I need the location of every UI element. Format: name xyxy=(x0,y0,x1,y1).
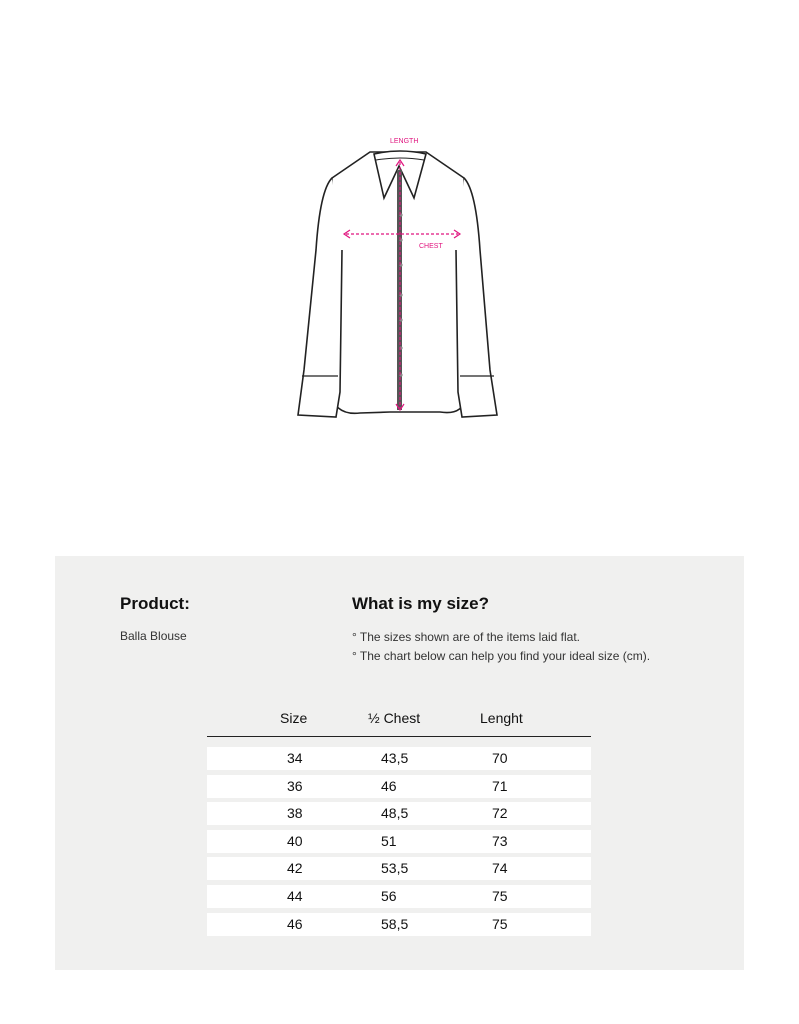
chest-label: CHEST xyxy=(419,243,443,250)
length-cell: 71 xyxy=(492,777,508,794)
length-cell: 72 xyxy=(492,805,508,822)
half-chest-cell: 51 xyxy=(381,832,397,849)
table-row xyxy=(207,885,591,908)
size-note: ° The sizes shown are of the items laid flat. xyxy=(352,630,581,644)
table-row xyxy=(207,830,591,853)
half-chest-cell: 53,5 xyxy=(381,860,409,877)
length-cell: 74 xyxy=(492,860,508,877)
half-chest-cell: 58,5 xyxy=(381,915,409,932)
half-chest-cell: 48,5 xyxy=(381,805,409,822)
size-notes xyxy=(352,628,650,666)
length-cell: 70 xyxy=(492,750,508,766)
size-heading: What is my size? xyxy=(352,594,489,613)
blouse-illustration xyxy=(290,130,510,430)
header-half-chest: ½ Chest xyxy=(368,710,421,726)
size-cell: 36 xyxy=(287,777,303,794)
half-chest-cell: 46 xyxy=(381,777,397,794)
size-note: ° The chart below can help you find your ideal size (cm). xyxy=(352,649,651,663)
header-length: Lenght xyxy=(480,710,523,726)
table-row xyxy=(207,775,591,798)
table-row xyxy=(207,802,591,825)
product-name: Balla Blouse xyxy=(120,629,187,643)
length-label: LENGTH xyxy=(390,138,419,145)
table-row xyxy=(207,913,591,936)
blouse-diagram xyxy=(290,130,510,430)
size-guide-panel xyxy=(55,556,744,970)
table-body xyxy=(207,747,591,936)
size-cell: 34 xyxy=(287,750,303,766)
size-cell: 46 xyxy=(287,915,303,932)
left-sleeve-outline xyxy=(298,178,342,417)
table-header xyxy=(207,706,591,737)
half-chest-cell: 56 xyxy=(381,887,397,904)
header-size: Size xyxy=(280,710,308,726)
size-cell: 44 xyxy=(287,887,303,904)
size-table xyxy=(207,706,591,940)
product-heading: Product: xyxy=(120,594,190,613)
size-cell: 42 xyxy=(287,860,303,877)
right-sleeve-outline xyxy=(456,178,497,417)
length-cell: 75 xyxy=(492,915,508,932)
half-chest-cell: 43,5 xyxy=(381,750,409,766)
table-row xyxy=(207,857,591,880)
size-cell: 38 xyxy=(287,805,303,822)
length-cell: 75 xyxy=(492,887,508,904)
size-cell: 40 xyxy=(287,832,303,849)
table-row xyxy=(207,747,591,770)
length-cell: 73 xyxy=(492,832,508,849)
